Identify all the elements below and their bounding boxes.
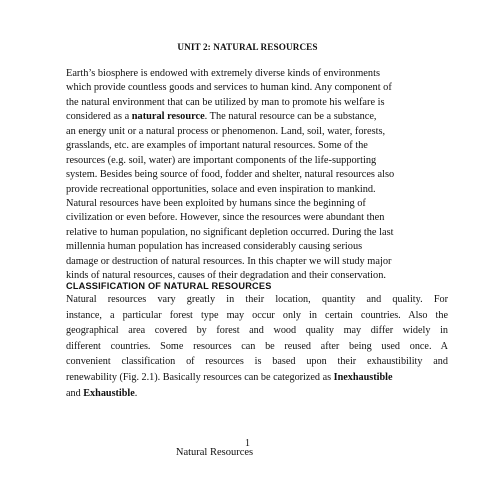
page-number: 1 [245,438,250,449]
text-line: resources (e.g. soil, water) are important components of the life-supporting [66,154,377,166]
text-line [66,370,448,386]
text-line: civilization or even before. However, since the resources were abundant then [66,212,385,224]
bold-term: natural resource [131,111,205,123]
line-text: considered as a [66,111,132,123]
line-text: and [66,387,84,399]
page-footer: Natural Resources [175,447,254,458]
bold-term: Inexhaustible [333,371,393,383]
text-line: relative to human population, no significant depletion occurred. During the last [66,226,394,238]
page-title: UNIT 2: NATURAL RESOURCES [177,42,318,52]
text-line: which provide countless goods and services to human kind. Any component of [66,82,392,94]
text-line: damage or destruction of natural resources. In this chapter we will study major [66,255,392,267]
text-line: the natural environment that can be utilized by man to promote his welfare is [66,96,385,108]
bold-term: Exhaustible [83,387,135,399]
text-line: grasslands, etc. are examples of important natural resources. Some of the [66,140,368,152]
text-line [66,110,441,124]
line-text: . The natural resource can be a substance, [204,111,377,123]
text-line [66,386,448,402]
text-line: Natural resources have been exploited by humans since the beginning of [66,197,366,209]
text-line: geographical area covered by forest and wood quality may differ widely in [66,325,448,337]
line-text: . [134,387,138,399]
text-line: provide recreational opportunities, solace and even inspiration to mankind. [66,183,376,195]
section-heading: CLASSIFICATION OF NATURAL RESOURCES [66,281,272,291]
text-line: Earth’s biosphere is endowed with extremely diverse kinds of environments [66,68,380,79]
line-text: renewability (Fig. 2.1). Basically resources can be categorized as [66,371,334,383]
text-line: different countries. Some resources can be reused after being used once. A [66,340,448,352]
text-line: system. Besides being source of food, fodder and shelter, natural resources also [66,169,395,181]
text-line: instance, a particular forest type may occur only in certain countries. Also the [66,309,448,321]
text-line: an energy unit or a natural process or phenomenon. Land, soil, water, forests, [66,125,386,137]
text-line: Natural resources vary greatly in their location, quantity and quality. For [66,294,448,305]
text-line: millennia human population has increased considerably causing serious [66,241,363,253]
text-line: kinds of natural resources, causes of their degradation and their conservation. [66,270,386,282]
text-line: convenient classification of resources is based upon their exhaustibility and [66,356,448,368]
classification-paragraph [66,292,448,401]
intro-paragraph [66,67,441,284]
